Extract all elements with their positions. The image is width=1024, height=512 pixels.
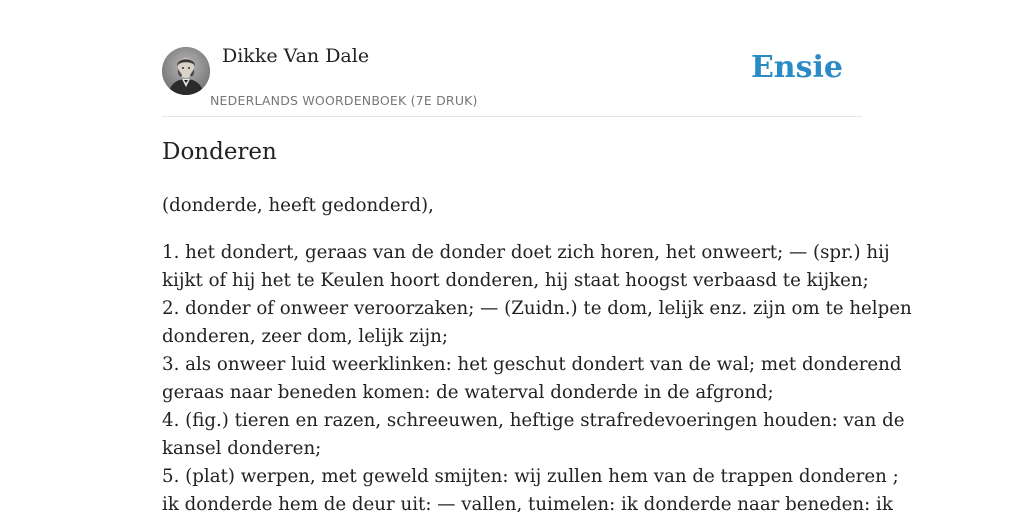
entry-header bbox=[162, 0, 862, 117]
definition-line: donderen, zeer dom, lelijk zijn; bbox=[162, 326, 448, 347]
definition-line: 4. (fig.) tieren en razen, schreeuwen, heftige strafredevoeringen houden: van de bbox=[162, 410, 905, 431]
definition-line: kansel donderen; bbox=[162, 438, 322, 459]
author-avatar[interactable] bbox=[162, 47, 210, 95]
definition-line: 2. donder of onweer veroorzaken; — (Zuidn.) te dom, lelijk enz. zijn om te helpen bbox=[162, 298, 912, 319]
ensie-logo[interactable]: Ensie bbox=[750, 50, 843, 85]
entry-term: Donderen bbox=[162, 139, 277, 165]
definition-line: 1. het dondert, geraas van de donder doet zich horen, het onweert; — (spr.) hij bbox=[162, 242, 890, 263]
definition-line: ik donderde hem de deur uit: — vallen, tuimelen: ik donderde naar beneden: ik bbox=[162, 494, 893, 512]
author-name[interactable]: Dikke Van Dale bbox=[222, 45, 370, 67]
grammar-info: (donderde, heeft gedonderd), bbox=[162, 195, 434, 216]
definition-line: 3. als onweer luid weerklinken: het geschut dondert van de wal; met donderend bbox=[162, 354, 902, 375]
definition-line: geraas naar beneden komen: de waterval donderde in de afgrond; bbox=[162, 382, 774, 403]
definition-line: 5. (plat) werpen, met geweld smijten: wij zullen hem van de trappen donderen ; bbox=[162, 466, 899, 487]
definition-text bbox=[162, 239, 912, 512]
dictionary-source[interactable]: NEDERLANDS WOORDENBOEK (7E DRUK) bbox=[210, 93, 478, 108]
definition-line: kijkt of hij het te Keulen hoort donderen, hij staat hoogst verbaasd te kijken; bbox=[162, 270, 869, 291]
entry-card bbox=[162, 0, 912, 512]
portrait-icon bbox=[162, 47, 210, 95]
